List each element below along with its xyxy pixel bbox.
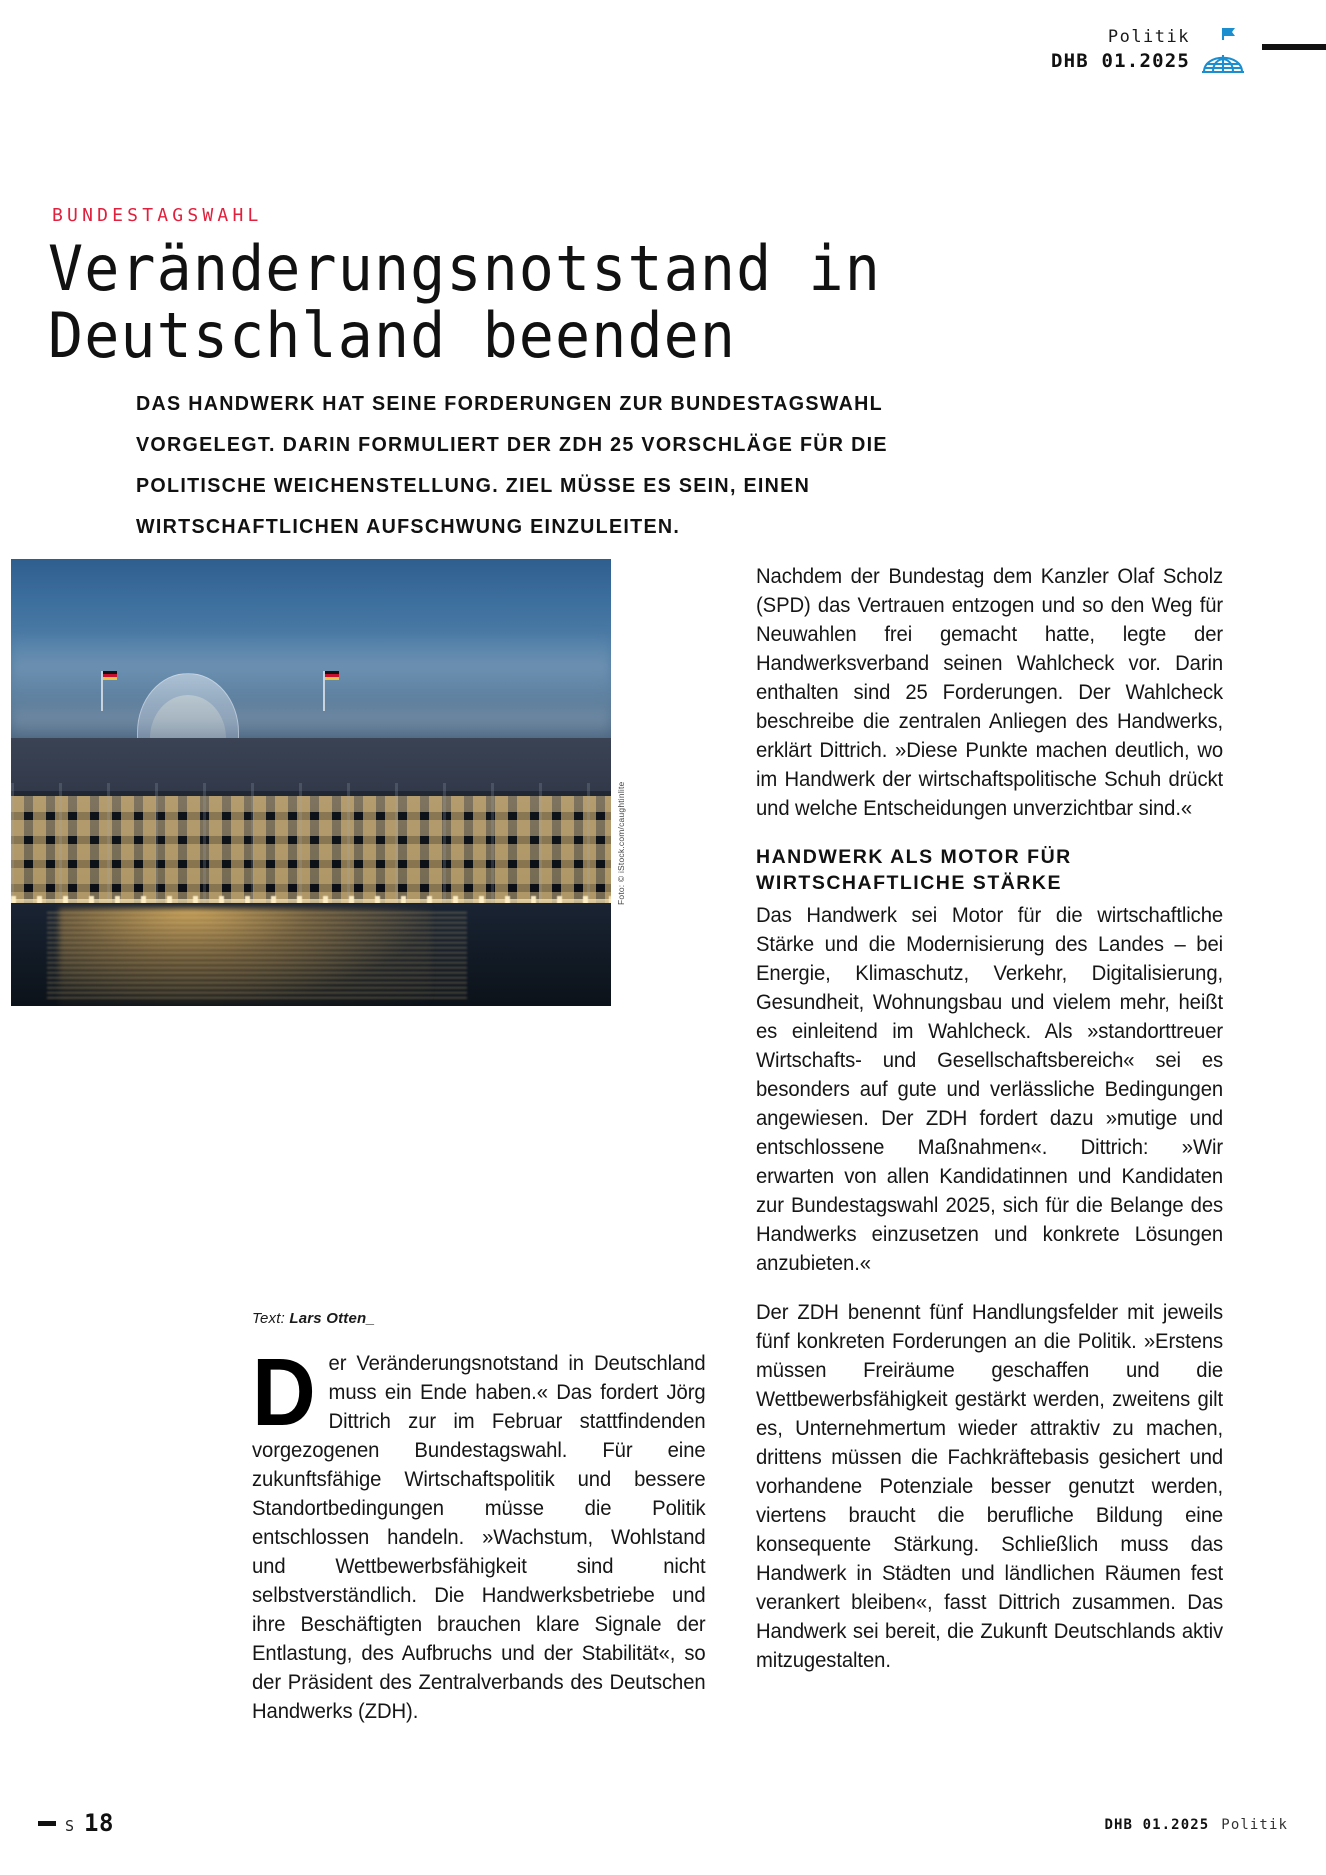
footer-page-prefix: S [65,1817,76,1835]
article-standfirst: DAS HANDWERK HAT SEINE FORDERUNGEN ZUR BUNDESTAGSWAHL VORGELEGT. DARIN FORMULIERT DER ZDH 25 VORSCHLÄGE FÜR DIE POLITISCHE WEICHENSTELLUNG. ZIEL MÜSSE ES SEIN, EINEN WIRTSCHAFTLICHEN AUFSCHWUNG EINZULEITEN. [136,392,888,538]
article-kicker: BUNDESTAGSWAHL [52,205,263,226]
body-column-right [756,563,1240,1676]
photo-water-streaks [47,912,467,1001]
reichstag-dome-icon [1200,24,1246,78]
subhead-line-1: HANDWERK ALS MOTOR FÜR [756,845,1072,868]
body-column-left [252,1339,722,1727]
photo-flag-left [103,671,117,680]
masthead-rubric: Politik [1107,27,1190,47]
footer-issue-block [1104,1817,1288,1833]
photo-flag-right [325,671,339,680]
page-title [48,232,988,372]
byline-label: Text: [252,1310,285,1327]
headline-line-1: Veränderungsnotstand in [48,232,881,305]
masthead-text-block [1051,22,1200,75]
footer-rubric: Politik [1221,1817,1288,1833]
masthead-rule [1262,44,1326,50]
paragraph: Nachdem der Bundestag dem Kanzler Olaf Scholz (SPD) das Vertrauen entzogen und so den Weg für Neuwahlen frei gemacht hatte, legte der Handwerksverband seinen Wahlcheck vor. Darin enthalten sind 25 Forderungen. Der Wahlcheck beschreibe die zentralen Anliegen des Handwerks, erklärt Dittrich. »Diese Punkte machen deutlich, wo im Handwerk der wirtschaftspolitische Schuh drückt und welche Entscheidungen unverzichtbar sind.« [756,565,1224,820]
masthead-issue: DHB 01.2025 [1050,49,1190,72]
headline-line-2: Deutschland beenden [48,298,737,372]
footer-dash-icon [38,1821,56,1826]
footer-page-indicator [38,1809,114,1837]
masthead [1051,22,1326,78]
reichstag-photo [11,559,611,1006]
byline [252,1310,375,1327]
subhead-line-2: WIRTSCHAFTLICHE STÄRKE [756,872,1062,895]
section-subhead [756,844,1240,897]
dropcap: D [252,1339,316,1446]
paragraph: Der ZDH benennt fünf Handlungsfelder mit jeweils fünf konkreten Forderungen an die Politik. »Erstens müssen Freiräume geschaffen und die Wettbewerbsfähigkeit gestärkt werden, zweitens gilt es, Unternehmertum wieder attraktiv zu machen, drittens müssen die Fachkräftebasis gesichert und vorhandene Potenziale besser genutzt werden, viertens braucht die berufliche Bildung eine konsequente Stärkung. Schließlich muss das Handwerk in Städten und ländlichen Räumen fest verankert bleiben«, fasst Dittrich zusammen. Das Handwerk sei bereit, die Zukunft Deutschlands aktiv mitzugestalten. [756,1300,1224,1672]
footer-issue: DHB 01.2025 [1104,1817,1210,1833]
dropcap-paragraph-wrapper [252,1339,722,1727]
paragraph: Das Handwerk sei Motor für die wirtschaftliche Stärke und die Modernisierung des Landes – bei Energie, Klimaschutz, Verkehr, Digitalisierung, Gesundheit, Wohnungsbau und vielem mehr, heißt es einleitend im Wahlcheck. Als »standorttreuer Wirtschafts- und Gesellschaftsbereich« sei es besonders auf gute und verlässliche Bedingungen angewiesen. Der ZDH fordert dazu »mutige und entschlossene Maßnahmen«. Dittrich: »Wir erwarten von allen Kandidatinnen und Kandidaten zur Bundestagswahl 2025, sich für die Belange des Handwerks einzusetzen und konkrete Lösungen anzubieten.« [756,904,1224,1275]
footer-page-number: 18 [84,1809,114,1837]
byline-author: Lars Otten_ [289,1310,375,1327]
photo-credit: Foto: © iStock.com/caughtinlite [616,781,626,905]
paragraph: er Veränderungsnotstand in Deutschland muss ein Ende haben.« Das fordert Jörg Dittrich zur im Februar stattfindenden vorgezogenen Bundestagswahl. Für eine zukunftsfähige Wirtschaftspolitik und bessere Standortbedingungen müsse die Politik entschlossen handeln. »Wachstum, Wohlstand und Wettbewerbsfähigkeit sind nicht selbstverständlich. Die Handwerksbetriebe und ihre Beschäftigten brauchen klare Signale der Entlastung, des Aufbruchs und der Stabilität«, so der Präsident des Zentralverbands des Deutschen Handwerks (ZDH). [252,1352,706,1723]
